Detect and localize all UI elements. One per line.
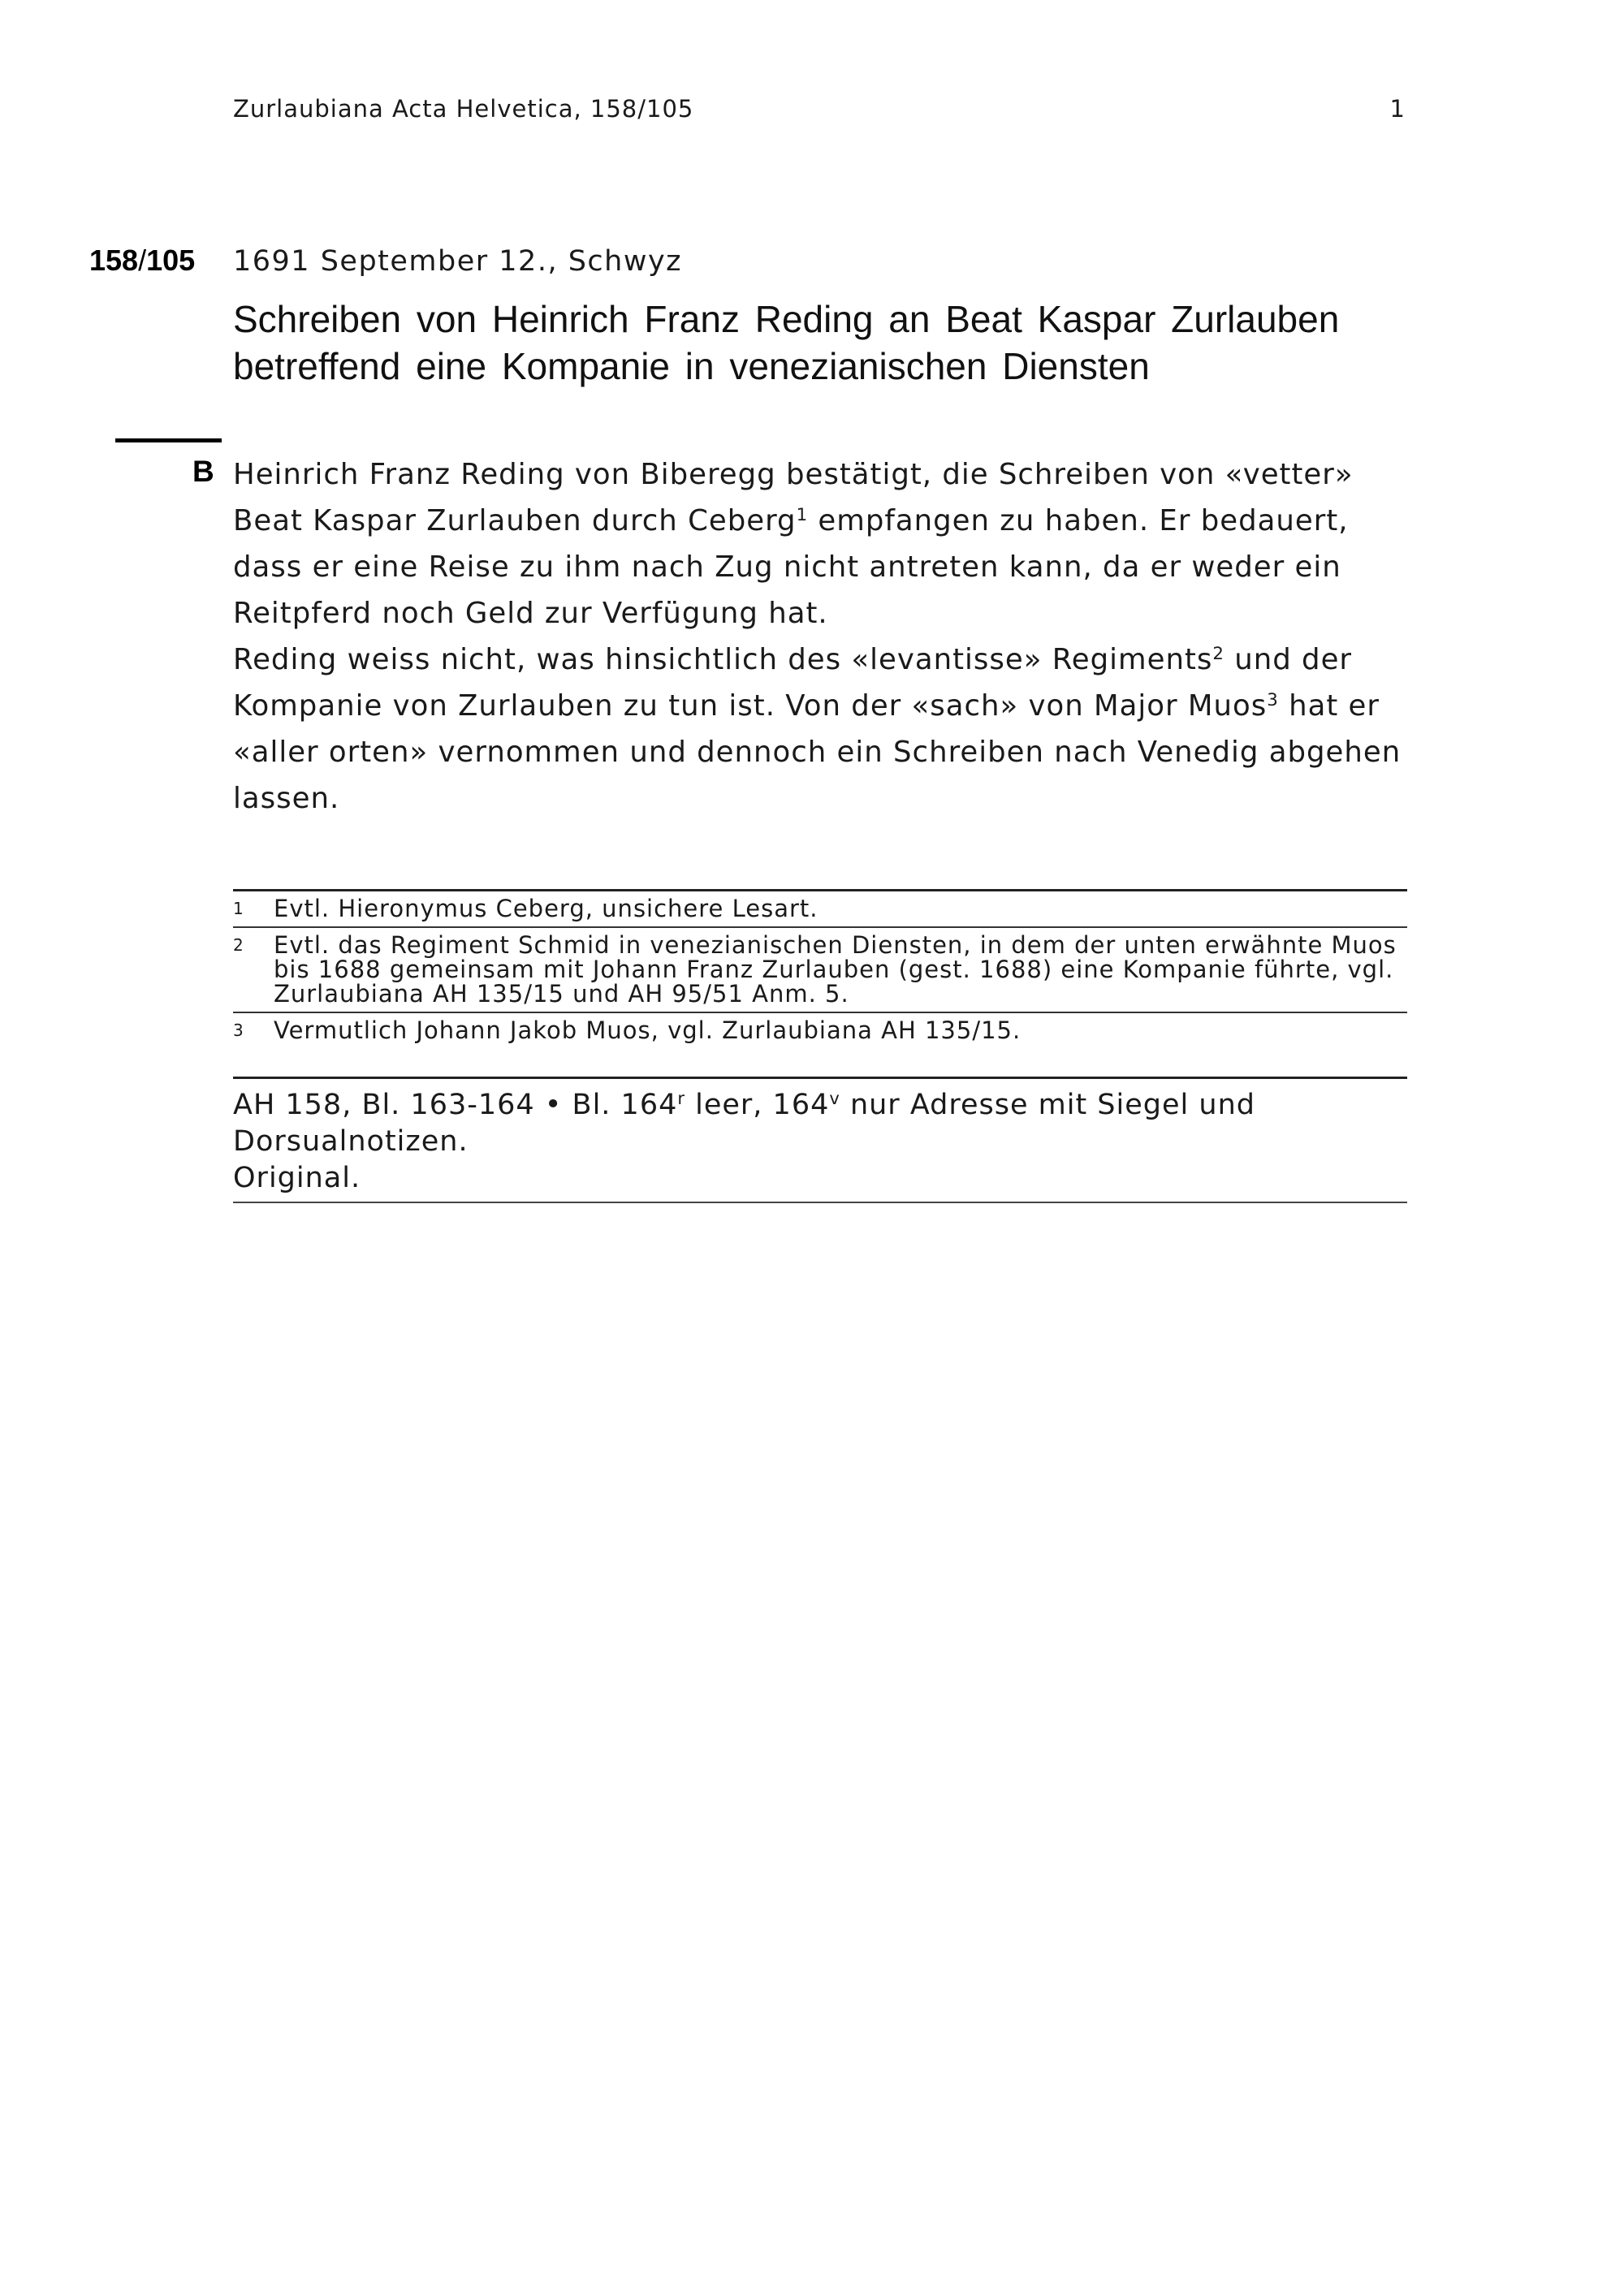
footnote — [233, 926, 1407, 1012]
summary-text-segment: hat er «aller orten» vernommen und dennoch ein Schreiben nach Venedig abgehen lassen. — [233, 689, 1402, 815]
footnote-text: Evtl. das Regiment Schmid in venezianischen Diensten, in dem der unten erwähnte Muos bis 1688 gemeinsam mit Johann Franz Zurlauben (gest. 1688) eine Kompanie führte, vgl. Zurlaubiana AH 135/15 und AH 95/51 Anm. 5. — [274, 931, 1397, 1008]
source-line-2: Dorsualnotizen. — [233, 1125, 469, 1158]
verso-mark: v — [829, 1089, 840, 1109]
footnote-mark: 1 — [233, 899, 244, 918]
source-note — [233, 1077, 1407, 1203]
summary-paragraph-1 — [233, 451, 1410, 637]
document-title-line-2: betreffend eine Kompanie in venezianischen Diensten — [233, 345, 1150, 387]
recto-mark: r — [677, 1089, 685, 1109]
summary-text-segment: empfangen zu haben. Er bedauert, dass er eine Reise zu ihm nach Zug nicht antreten kann, da er weder ein Reitpferd noch Geld zur Verfügung hat. — [233, 504, 1349, 630]
summary-text-segment: und der Kompanie von Zurlauben zu tun ist. Von der «sach» von Major Muos — [233, 643, 1353, 723]
source-line-1 — [233, 1087, 1407, 1124]
document-number-item: 105 — [146, 244, 196, 277]
footnotes — [233, 889, 1407, 1048]
source-text-segment: leer, 164 — [685, 1089, 830, 1121]
document-number-separator: / — [138, 244, 147, 277]
document-number-volume: 158 — [89, 244, 139, 277]
summary-text-segment: Heinrich Franz Reding von Biberegg bestätigt, die Schreiben von «vetter» Beat Kaspar Zurlauben durch Ceberg — [233, 458, 1354, 537]
summary-marker: B — [192, 455, 214, 488]
source-text-segment: AH 158, Bl. 163-164 • Bl. 164 — [233, 1089, 678, 1121]
page-number: 1 — [1389, 95, 1405, 123]
document-title-line-1: Schreiben von Heinrich Franz Reding an Beat Kaspar Zurlauben — [233, 298, 1340, 340]
footnote-ref-3: 3 — [1267, 690, 1279, 711]
margin-rule — [115, 438, 222, 442]
footnote-text: Vermutlich Johann Jakob Muos, vgl. Zurlaubiana AH 135/15. — [274, 1016, 1021, 1044]
running-head: Zurlaubiana Acta Helvetica, 158/105 — [233, 95, 694, 123]
summary-paragraph-2 — [233, 637, 1410, 822]
footnote-mark: 2 — [233, 935, 244, 955]
footnote-ref-1: 1 — [796, 505, 809, 526]
footnote-text: Evtl. Hieronymus Ceberg, unsichere Lesart. — [274, 895, 818, 922]
footnote — [233, 1012, 1407, 1048]
source-line-3: Original. — [233, 1162, 361, 1194]
document-number — [89, 244, 195, 278]
footnote-mark: 3 — [233, 1021, 244, 1040]
footnote — [233, 889, 1407, 926]
footnote-ref-2: 2 — [1212, 644, 1224, 665]
document-title — [233, 296, 1410, 390]
document-date-place: 1691 September 12., Schwyz — [233, 245, 683, 278]
summary-text-segment: Reding weiss nicht, was hinsichtlich des «levantisse» Regiments — [233, 643, 1213, 676]
summary-text — [233, 451, 1410, 822]
source-text-segment: nur Adresse mit Siegel und — [840, 1089, 1255, 1121]
